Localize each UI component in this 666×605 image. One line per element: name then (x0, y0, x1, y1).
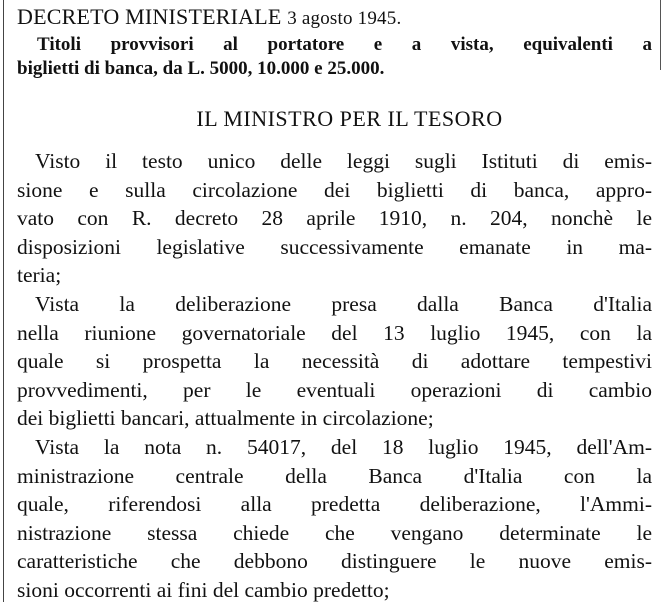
paragraph-line: disposizioni legislative successivamente emanate in ma- (17, 234, 652, 259)
paragraph-line: vato con R. decreto 28 aprile 1910, n. 204, nonchè le (17, 206, 652, 231)
decree-date: 3 agosto 1945. (287, 8, 402, 29)
paragraph-line: provvedimenti, per le eventuali operazioni di cambio (17, 377, 652, 402)
subtitle-line: Titoli provvisori al portatore e a vista, equivalenti a (37, 34, 652, 55)
decree-subtitle (17, 33, 652, 81)
paragraph-3 (17, 433, 652, 605)
left-margin-rule (3, 0, 4, 602)
paragraph-1 (17, 147, 652, 290)
paragraph-line: Vista la deliberazione presa dalla Banca d'Italia (35, 291, 652, 316)
right-margin-rule (660, 0, 661, 70)
paragraph-line: ministrazione centrale della Banca d'Italia con la (17, 463, 652, 488)
text-column (17, 3, 652, 605)
paragraph-line: caratteristiche che debbono distinguere le nuove emis- (17, 549, 652, 574)
paragraph-line: Vista la nota n. 54017, del 18 luglio 1945, dell'Am- (35, 434, 652, 459)
paragraph-line: quale si prospetta la necessità di adottare tempestivi (17, 349, 652, 374)
paragraph-2 (17, 290, 652, 433)
paragraph-line: nistrazione stessa chiede che vengano determinate le (17, 520, 652, 545)
decree-title (17, 3, 652, 33)
paragraph-line: teria; (17, 263, 62, 288)
subtitle-line: biglietti di banca, da L. 5000, 10.000 e 25.000. (17, 58, 385, 79)
decree-title-text: DECRETO MINISTERIALE (17, 4, 282, 29)
paragraph-line: sione e sulla circolazione dei biglietti di banca, appro- (17, 177, 652, 202)
paragraph-line: sioni occorrenti ai fini del cambio predetto; (17, 577, 390, 602)
section-heading: IL MINISTRO PER IL TESORO (196, 106, 503, 131)
paragraph-line: dei biglietti bancari, attualmente in circolazione; (17, 406, 434, 431)
paragraph-line: nella riunione governatoriale del 13 luglio 1945, con la (17, 320, 652, 345)
paragraph-line: quale, riferendosi alla predetta deliberazione, l'Ammi- (17, 492, 652, 517)
paragraph-line: Visto il testo unico delle leggi sugli Istituti di emis- (35, 149, 652, 173)
